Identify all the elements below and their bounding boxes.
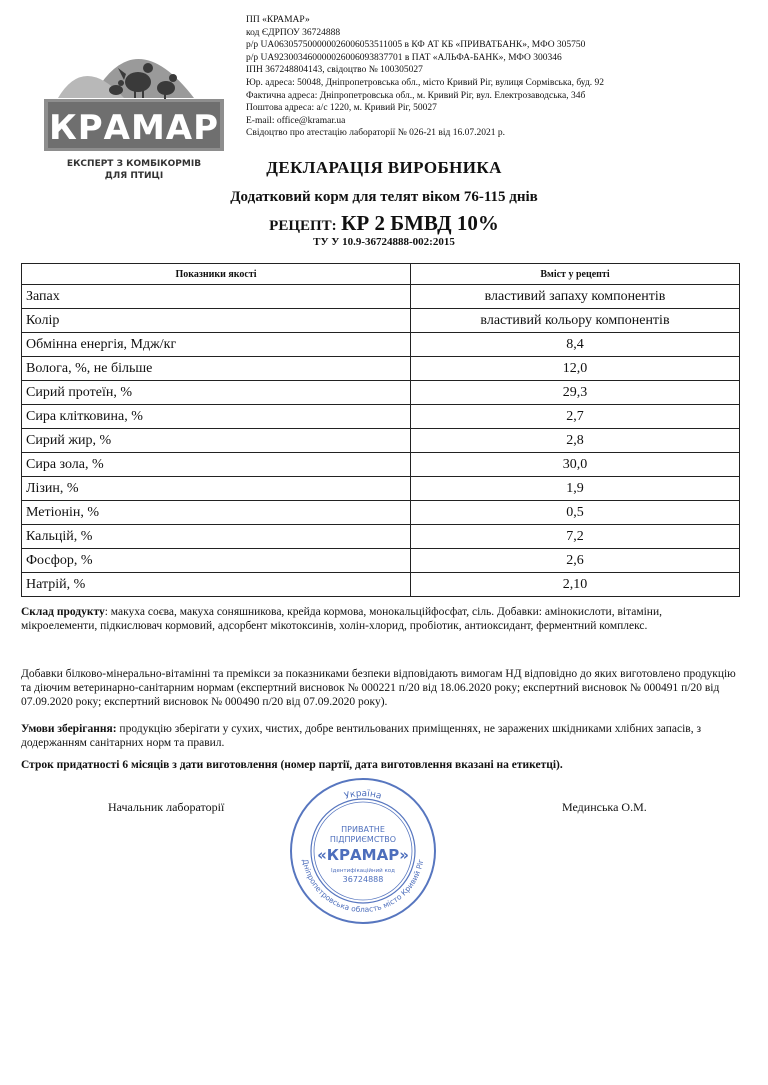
- company-seal: [288, 776, 438, 926]
- signature-name: Мединська О.М.: [562, 800, 647, 814]
- indicator-cell: Сира зола, %: [22, 453, 411, 477]
- signature-position: Начальник лабораторії: [108, 800, 225, 814]
- requisite-line: Фактична адреса: Дніпропетровська обл., м. Кривий Ріг, вул. Електрозаводська, 34б: [246, 90, 586, 101]
- table-row: [22, 333, 740, 357]
- indicator-cell: Сирий протеїн, %: [22, 381, 411, 405]
- table-row: [22, 429, 740, 453]
- value-cell: 12,0: [411, 357, 740, 381]
- recipe-line: [0, 211, 768, 236]
- composition-paragraph: [21, 605, 739, 633]
- table-row: [22, 357, 740, 381]
- document-subtitle: Додатковий корм для телят віком 76-115 днів: [230, 189, 538, 205]
- requisite-line: E-mail: office@kramar.ua: [246, 115, 346, 126]
- value-cell: 2,6: [411, 549, 740, 573]
- tech-spec-code: ТУ У 10.9-36724888-002:2015: [313, 236, 455, 248]
- table-header: Показники якості: [22, 264, 411, 285]
- indicator-cell: Волога, %, не більше: [22, 357, 411, 381]
- company-requisites: [246, 14, 746, 140]
- requisite-line: Юр. адреса: 50048, Дніпропетровська обл., місто Кривий Ріг, вулиця Сормівська, буд. 92: [246, 77, 605, 88]
- svg-text:Україна: [343, 789, 382, 802]
- table-header-row: [22, 264, 740, 285]
- seal-center: «КРАМАР»: [317, 846, 409, 864]
- table-row: [22, 381, 740, 405]
- logo-tagline-2: ДЛЯ ПТИЦІ: [104, 171, 164, 181]
- storage-paragraph: [21, 722, 739, 750]
- value-cell: 2,7: [411, 405, 740, 429]
- value-cell: 8,4: [411, 333, 740, 357]
- indicator-cell: Обмінна енергія, Мдж/кг: [22, 333, 411, 357]
- composition-label: Склад продукту: [21, 606, 105, 618]
- value-cell: 0,5: [411, 501, 740, 525]
- table-row: [22, 549, 740, 573]
- logo-brand: КРАМАР: [48, 108, 220, 148]
- indicator-cell: Запах: [22, 285, 411, 309]
- indicator-cell: Метіонін, %: [22, 501, 411, 525]
- indicator-cell: Сира клітковина, %: [22, 405, 411, 429]
- value-cell: 2,10: [411, 573, 740, 597]
- safety-note: Добавки білково-мінерально-вітамінні та премікси за показниками безпеки відповідають вимогам НД відповідно до яких виготовлено продукцію та діючим ветеринарно-санітарним нормам (експертний висновок № 000221 п/20 від 18.06.2020 року; експертний висновок № 000491 п/20 від 07.09.2020 року; експертний висновок № 000490 п/20 від 07.09.2020 року).: [21, 668, 736, 708]
- recipe-value: КР 2 БМВД 10%: [341, 211, 499, 235]
- seal-line-1: ПРИВАТНЕ: [341, 825, 385, 834]
- requisite-line: Поштова адреса: а/с 1220, м. Кривий Ріг, 50027: [246, 103, 437, 114]
- requisite-line: р/р UA923003460000026006093837701 в ПАТ «АЛЬФА-БАНК», МФО 300346: [246, 52, 562, 63]
- seal-line-2: ПІДПРИЄМСТВО: [329, 835, 397, 844]
- recipe-label: РЕЦЕПТ:: [269, 218, 337, 234]
- seal-ring-text: Дніпропетровська область місто Кривий Ріг: [300, 858, 426, 915]
- logo-tagline-1: ЕКСПЕРТ З КОМБІКОРМІВ: [66, 159, 202, 169]
- svg-text:Дніпропетровська область місто: [301, 858, 426, 914]
- indicator-cell: Кальцій, %: [22, 525, 411, 549]
- table-row: [22, 525, 740, 549]
- storage-text: продукцію зберігати у сухих, чистих, добре вентильованих приміщеннях, не заражених шкідниками хлібних запасів, з додержанням санітарних норм та правил.: [21, 723, 702, 749]
- value-cell: властивий запаху компонентів: [411, 285, 740, 309]
- seal-code-label: Ідентифікаційний код: [331, 868, 395, 874]
- table-row: [22, 285, 740, 309]
- seal-top-text: Україна: [343, 788, 383, 802]
- requisite-line: р/р UA063057500000026006053511005 в КФ АТ КБ «ПРИВАТБАНК», МФО 305750: [246, 40, 586, 51]
- seal-code: 36724888: [342, 875, 384, 884]
- quality-table: [21, 263, 740, 597]
- indicator-cell: Натрій, %: [22, 573, 411, 597]
- table-row: [22, 309, 740, 333]
- indicator-cell: Колір: [22, 309, 411, 333]
- storage-label: Умови зберігання:: [21, 723, 117, 735]
- document-title: ДЕКЛАРАЦІЯ ВИРОБНИКА: [266, 158, 502, 177]
- table-row: [22, 501, 740, 525]
- requisite-line: ІПН 367248804143, свідоцтво № 100305027: [246, 65, 423, 76]
- composition-text: : макуха соєва, макуха соняшникова, крейда кормова, монокальційфосфат, сіль. Добавки: амінокислоти, вітаміни, мікроелементи, підкислювач кормовий, адсорбент мікотоксинів, холін-хлорид, пробіотик, антиоксидант, ферментний комплекс.: [21, 606, 662, 632]
- value-cell: 1,9: [411, 477, 740, 501]
- value-cell: 30,0: [411, 453, 740, 477]
- requisite-line: Свідоцтво про атестацію лабораторії № 026-21 від 16.07.2021 р.: [246, 128, 506, 139]
- indicator-cell: Лізин, %: [22, 477, 411, 501]
- requisite-line: код ЄДРПОУ 36724888: [246, 27, 341, 38]
- table-row: [22, 453, 740, 477]
- value-cell: 7,2: [411, 525, 740, 549]
- requisite-line: ПП «КРАМАР»: [246, 15, 310, 25]
- table-row: [22, 573, 740, 597]
- table-row: [22, 405, 740, 429]
- table-header: Вміст у рецепті: [411, 264, 740, 285]
- shelf-life: Строк придатності 6 місяців з дати виготовлення (номер партії, дата виготовлення вказані на етикетці).: [21, 759, 563, 771]
- value-cell: 29,3: [411, 381, 740, 405]
- value-cell: властивий кольору компонентів: [411, 309, 740, 333]
- table-row: [22, 477, 740, 501]
- indicator-cell: Фосфор, %: [22, 549, 411, 573]
- value-cell: 2,8: [411, 429, 740, 453]
- indicator-cell: Сирий жир, %: [22, 429, 411, 453]
